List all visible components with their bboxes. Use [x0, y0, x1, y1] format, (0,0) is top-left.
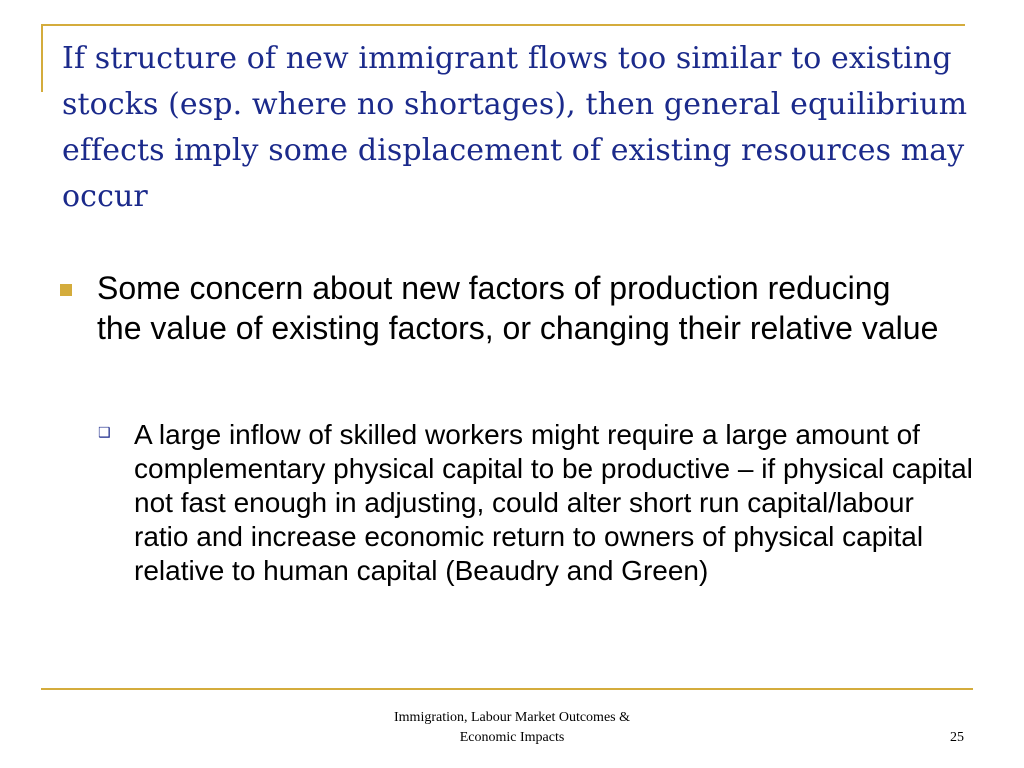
- top-accent-line: [41, 24, 965, 26]
- footer-line-2: Economic Impacts: [459, 730, 565, 745]
- footer-line-1: Immigration, Labour Market Outcomes &: [394, 710, 630, 725]
- square-bullet-icon: [60, 284, 72, 296]
- hollow-square-bullet-icon: ❑: [98, 425, 111, 441]
- bottom-accent-line: [41, 688, 973, 690]
- bullet-text: Some concern about new factors of production reducing the value of existing factors, or changing their relative value: [97, 270, 939, 346]
- sub-bullet-item: [98, 418, 978, 588]
- footer-title: [312, 708, 712, 748]
- left-accent-line: [41, 24, 43, 92]
- sub-bullet-text: A large inflow of skilled workers might require a large amount of complementary physical capital to be productive – if physical capital not fast enough in adjusting, could alter short run capital/labour ratio and increase economic return to owners of physical capital relative to human capital (Beaudry and Green): [134, 419, 973, 586]
- bullet-item: [60, 268, 940, 348]
- page-number: 25: [950, 730, 964, 745]
- slide-title: If structure of new immigrant flows too similar to existing stocks (esp. where no shortages), then general equilibrium effects imply some displacement of existing resources may occur: [62, 41, 968, 214]
